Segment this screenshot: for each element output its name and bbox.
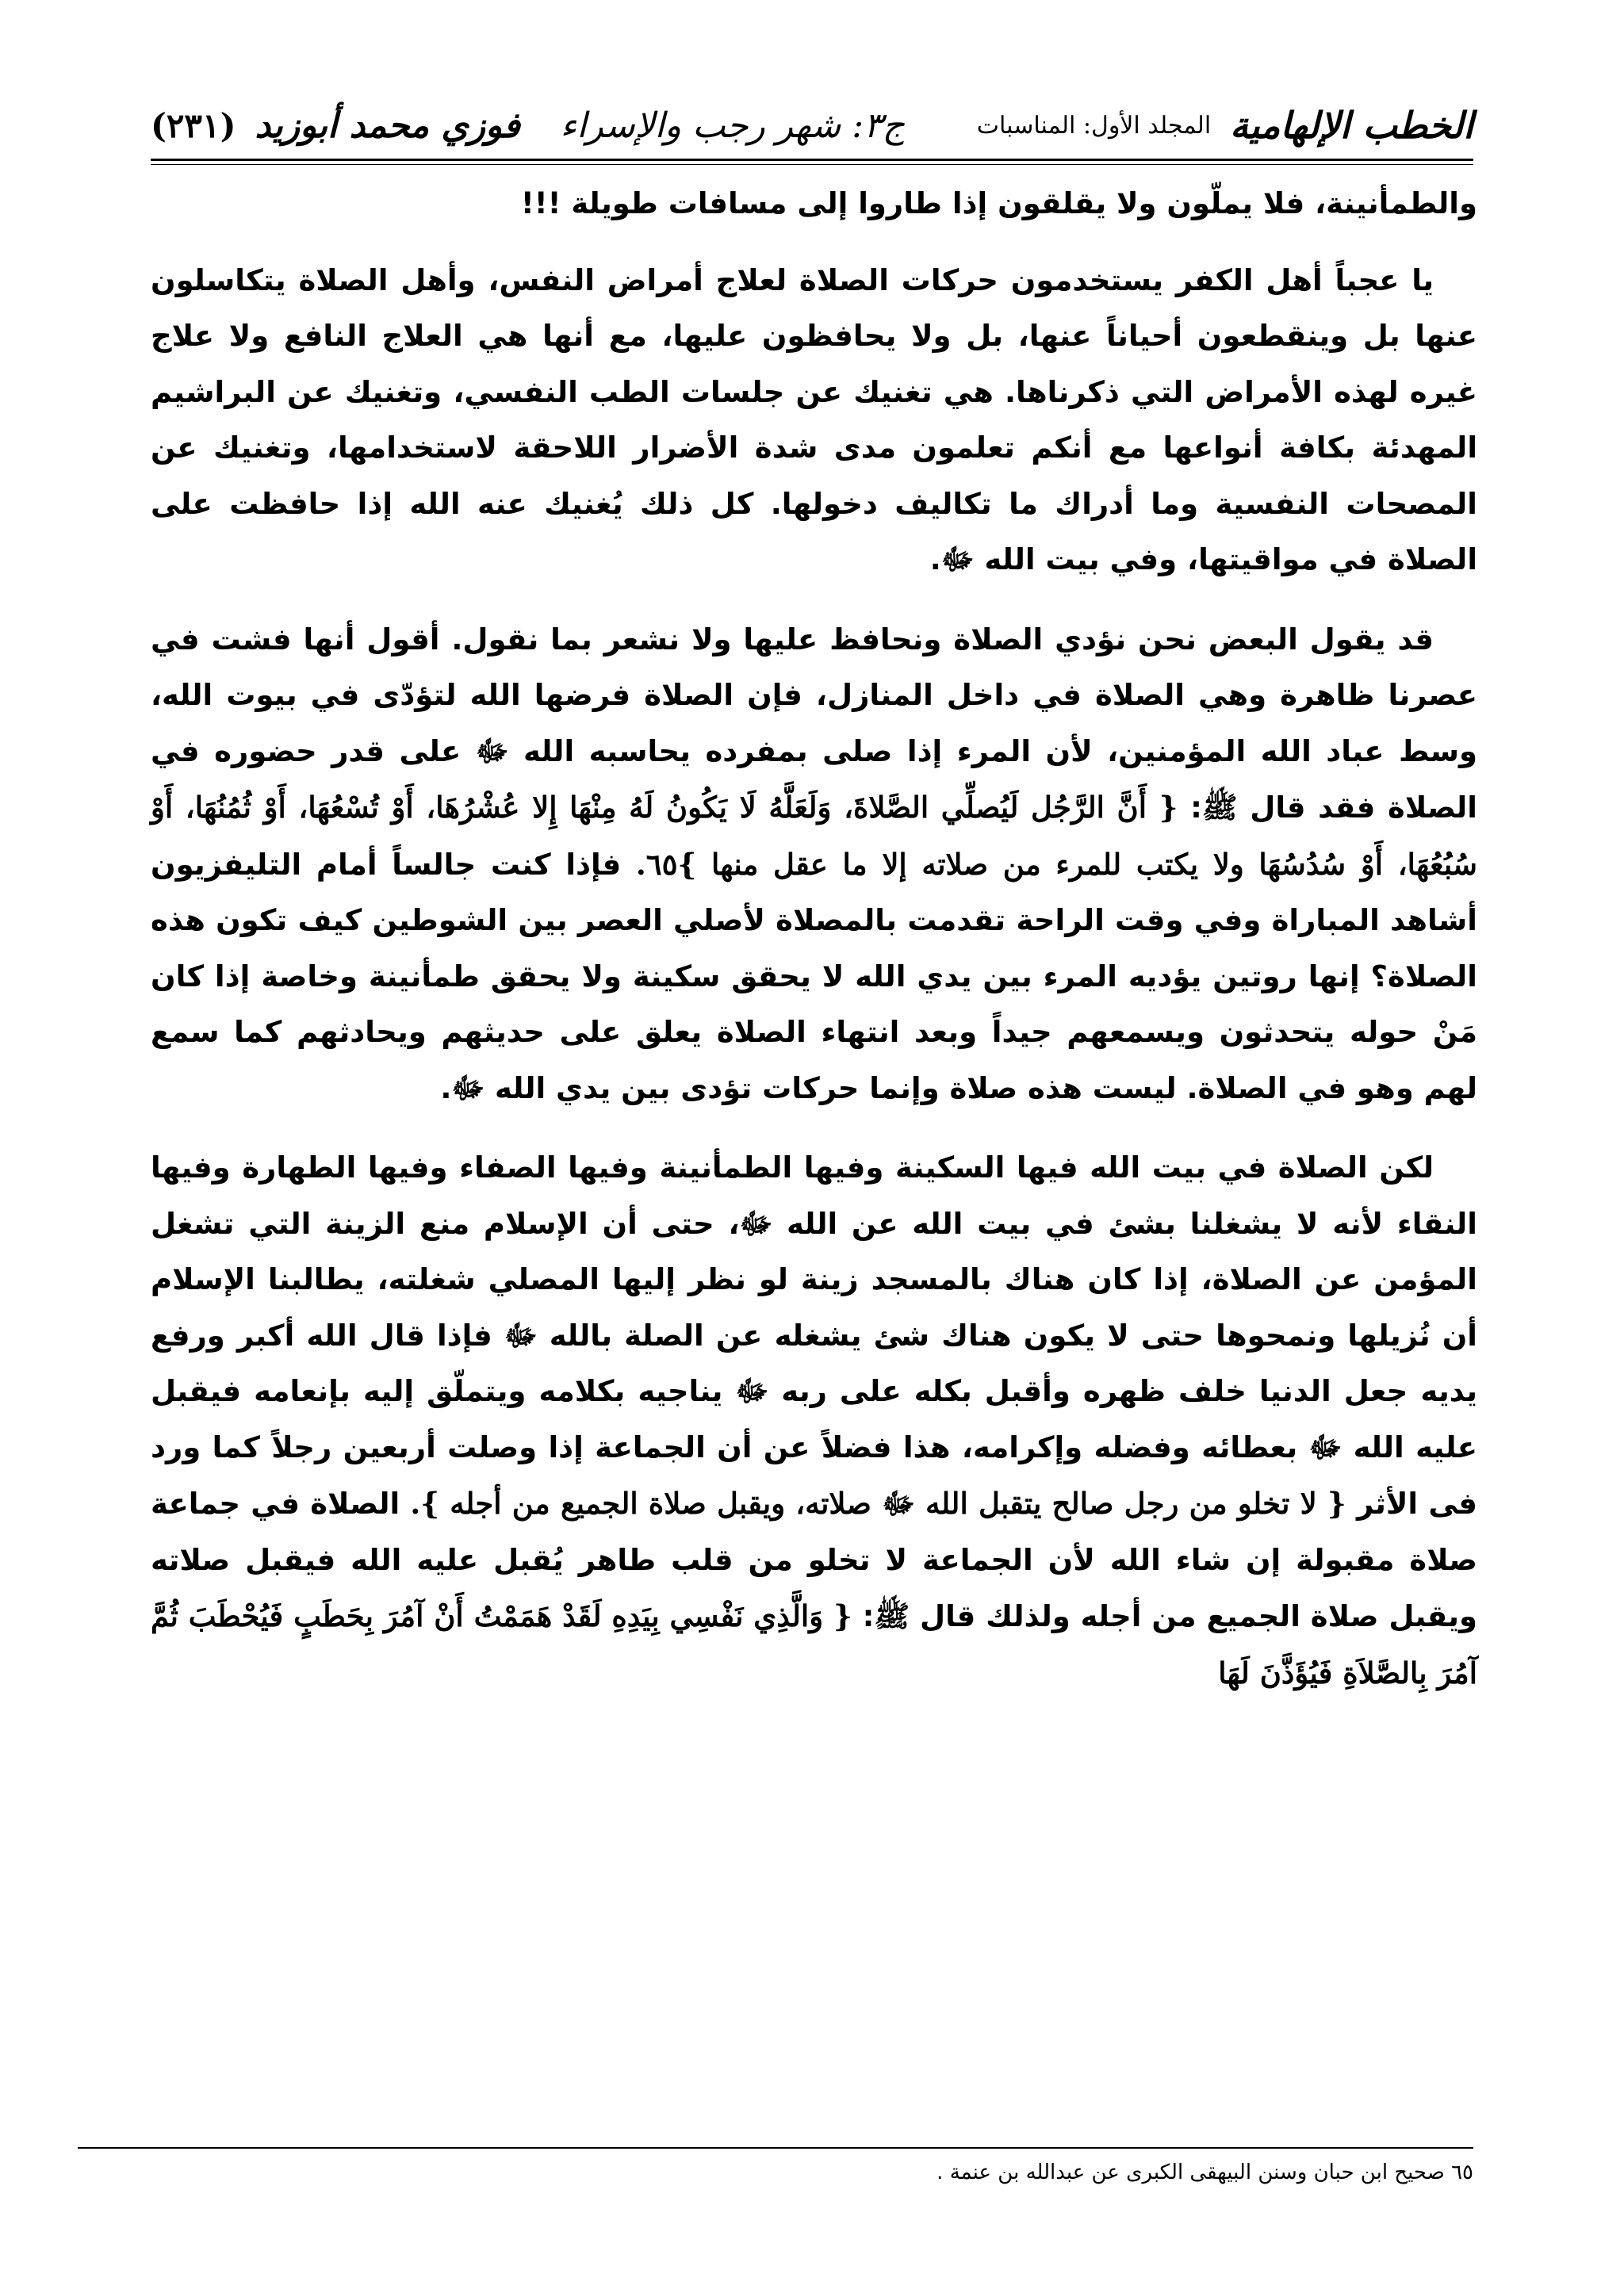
header-rule-thin bbox=[151, 164, 1473, 165]
chapter-label: ج٣: شهر رجب والإسراء bbox=[560, 105, 906, 146]
paragraph-3-text: قد يقول البعض نحن نؤدي الصلاة ونحافظ عليها ولا نشعر بما نقول. أقول أنها فشت في عصرنا ظاهرة وهي الصلاة في داخل المنازل، فإن الصلاة فرضها الله لتؤدّى في بيوت الله، وسط عباد الله المؤمنين، لأن المرء إذا صلى بمفرده يحاسبه الله ﷻ على قدر حضوره في الصلاة فقد قال ﷺ: bbox=[151, 622, 1477, 825]
paragraph-1: والطمأنينة، فلا يملّون ولا يقلقون إذا طاروا إلى مسافات طويلة !!! bbox=[520, 186, 1477, 220]
paragraph-4-text: لكن الصلاة في بيت الله فيها السكينة وفيها الطمأنينة وفيها الصفاء وفيها الطهارة وفيها النقاء لأنه لا يشغلنا بشئ في بيت الله عن الله ﷻ، حتى أن الإسلام منع الزينة التي تشغل المؤمن عن الصلاة، إذا كان هناك بالمسجد زينة لو نظر إليها المصلي شغلته، يطالبنا الإسلام أن نُزيلها ونمحوها حتى لا يكون هناك شئ يشغله عن الصلة بالله ﷻ فإذا قال الله أكبر ورفع يديه جعل الدنيا خلف ظهره وأقبل بكله على ربه ﷻ يناجيه بكلامه ويتملّق إليه بإنعامه فيقبل عليه الله ﷻ بعطائه وفضله وإكرامه، هذا فضلاً عن أن الجماعة إذا وصلت أربعين رجلاً كما ورد فى الأثر bbox=[151, 1150, 1477, 1521]
author-name: فوزي محمد أبوزيد bbox=[255, 105, 520, 146]
hadith-quote: { أَنَّ الرَّجُل لَيُصلِّي الصَّلاةَ، وَلَعَلَّهُ لَا يَكُونُ لَهُ مِنْهَا إِلا عُشْرُهَا، أَوْ تُسْعُهَا، أَوْ ثُمُنُهَا، أَوْ سُبُعُهَا، أَوْ سُدُسُهَا ولا يكتب للمرء من صلاته إلا ما عقل منها }٦٥. bbox=[151, 790, 1477, 882]
volume-label: المجلد الأول: المناسبات bbox=[976, 111, 1212, 140]
paragraph-3-text-continued: فإذا كنت جالساً أمام التليفزيون أشاهد المباراة وفي وقت الراحة تقدمت بالمصلاة لأصلي العصر بين الشوطين كيف تكون هذه الصلاة؟ إنها روتين يؤديه المرء بين يدي الله لا يحقق سكينة ولا يحقق طمأنينة وخاصة إذا كان مَنْ حوله يتحدثون ويسمعهم جيداً وبعد انتهاء الصلاة يعلق على حديثهم ويحادثهم كما سمع لهم وهو في الصلاة. ليست هذه صلاة وإنما حركات تؤدى بين يدي الله ﷻ. bbox=[151, 847, 1477, 1105]
footnote-rule bbox=[78, 2147, 1473, 2149]
footnote: ٦٥ صحيح ابن حبان وسنن البيهقى الكبرى عن عبدالله بن عنمة . bbox=[936, 2161, 1473, 2184]
page-number: (٢٣١) bbox=[151, 105, 236, 145]
paragraph-4 bbox=[151, 1140, 1477, 1702]
header-rule bbox=[151, 159, 1473, 161]
book-title: الخطب الإلهامية bbox=[1230, 104, 1473, 147]
paragraph-2: يا عجباً أهل الكفر يستخدمون حركات الصلاة لعلاج أمراض النفس، وأهل الصلاة يتكاسلون عنها بل وينقطعون أحياناً عنها، بل ولا يحافظون عليها، مع أنها هي العلاج النافع ولا علاج غيره لهذه الأمراض التي ذكرناها. هي تغنيك عن جلسات الطب النفسي، وتغنيك عن البراشيم المهدئة بكافة أنواعها مع أنكم تعلمون مدى شدة الأضرار اللاحقة لاستخدامها، وتغنيك عن المصحات النفسية وما أدراك ما تكاليف دخولها. كل ذلك يُغنيك عنه الله إذا حافظت على الصلاة في مواقيتها، وفي بيت الله ﷻ. bbox=[151, 262, 1477, 576]
page-body bbox=[151, 176, 1477, 1725]
paragraph-3 bbox=[151, 612, 1477, 1117]
hadith-quote-2: { وَالَّذِي نَفْسِي بِيَدِهِ لَقَدْ هَمَمْتُ أَنْ آمُرَ بِحَطَبٍ فَيُحْطَبَ ثُمَّ آمُرَ بِالصَّلاَةِ فَيُؤَذَّنَ لَهَا bbox=[151, 1598, 1477, 1690]
paragraph-4-text-continued: الصلاة في جماعة صلاة مقبولة إن شاء الله لأن الجماعة لا تخلو من قلب طاهر يُقبل عليه الله فيقبل صلاته ويقبل صلاة الجميع من أجله ولذلك قال ﷺ: bbox=[151, 1487, 1477, 1633]
page-header bbox=[151, 94, 1473, 157]
athar-quote: { لا تخلو من رجل صالح يتقبل الله ﷻ صلاته، ويقبل صلاة الجميع من أجله }. bbox=[410, 1486, 1346, 1521]
